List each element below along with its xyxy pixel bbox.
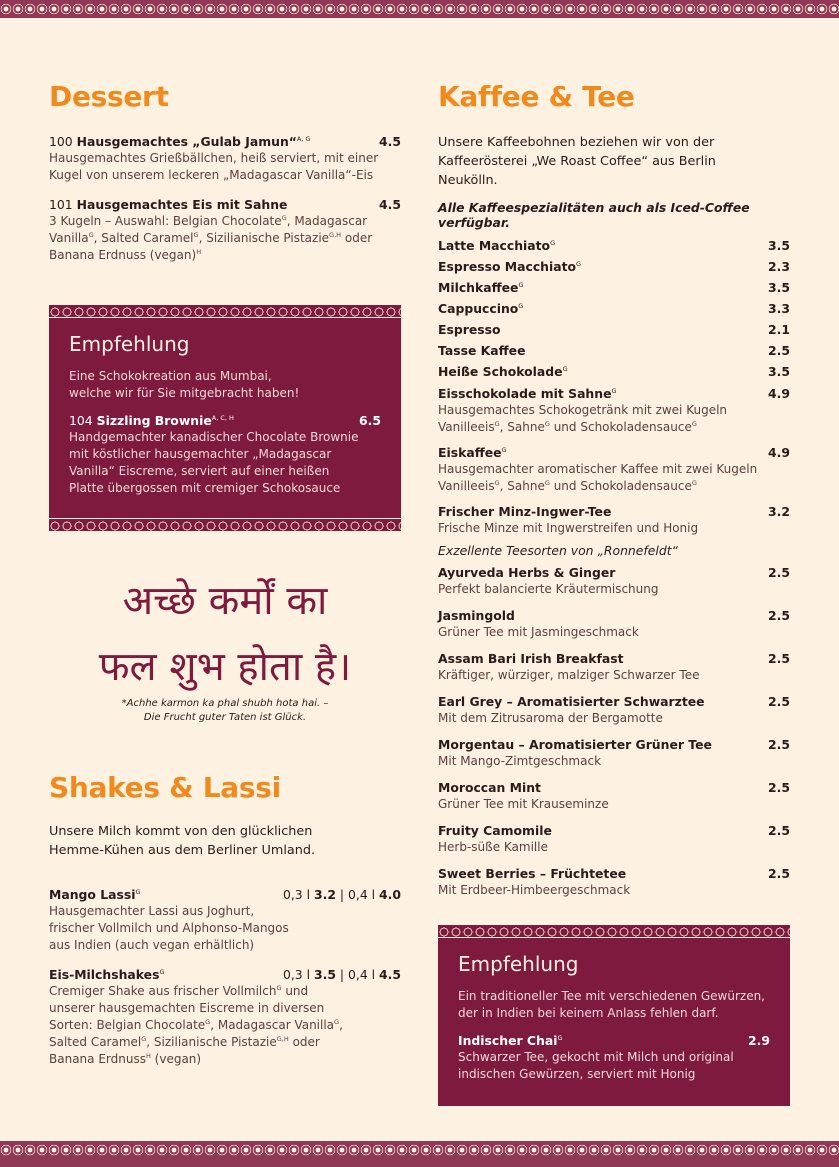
menu-item — [49, 966, 401, 1068]
allergen-codes: G — [557, 1033, 563, 1042]
item-description: Handgemachter kanadischer Chocolate Brownie mit köstlicher hausgemachter „Madagascar Vanilla“ Eiscreme, serviert auf einer heißen Platte übergossen mit cremiger Schokosauce — [69, 430, 359, 495]
ornament-band — [438, 924, 790, 938]
allergen-codes: G — [159, 967, 165, 976]
coffee-intro: Unsere Kaffeebohnen beziehen wir von der Kaffeerösterei „We Roast Coffee“ aus Berlin Neukölln. — [438, 135, 716, 188]
item-number: 100 — [49, 134, 73, 149]
top-ornament-border — [0, 0, 839, 18]
item-name: Eis-Milchshakes — [49, 967, 160, 982]
menu-item: Moroccan Mint 2.5 Grüner Tee mit Krauseminze — [438, 780, 790, 811]
ornament-band — [49, 304, 401, 318]
item-number: 101 — [49, 197, 73, 212]
ornament-band — [49, 518, 401, 532]
menu-item — [49, 133, 401, 184]
coffee-list — [438, 238, 790, 379]
item-price: 0,3 l 3.2 | 0,4 l 4.0 — [282, 887, 401, 902]
left-column — [49, 80, 401, 276]
menu-item — [49, 196, 401, 264]
item-description: Cremiger Shake aus frischer Vollmilch$^G$ und unserer hausgemachten Eiscreme in diversen Sorten: Belgian Chocolate$^G$, Madagascar Vanilla$^G$, Salted Caramel$^G$, Sizilianische Pistazie$^{G,H}$ oder Banana Erdnuss$^H$ (vegan) — [49, 984, 343, 1066]
item-price: 4.5 — [379, 134, 401, 149]
item-description: Hausgemachtes Grießbällchen, heiß serviert, mit einer Kugel von unserem leckeren „Madagascar Vanilla“-Eis — [49, 151, 379, 182]
menu-item: Eisschokolade mit Sahne$^G$ 4.9 Hausgemachtes Schokogetränk mit zwei Kugeln Vanilleeis$^G$, Sahne$^G$ und Schokoladensauce$^G$ — [438, 386, 790, 434]
menu-item: Frischer Minz-Ingwer-Tee 3.2 Frische Minze mit Ingwerstreifen und Honig — [438, 504, 790, 535]
menu-item: Cappuccino$^G$ 3.3 — [438, 301, 790, 316]
item-price: 6.5 — [359, 413, 381, 428]
menu-item: Milchkaffee$^G$ 3.5 — [438, 280, 790, 295]
menu-item — [69, 412, 381, 497]
menu-item: Earl Grey – Aromatisierter Schwarztee 2.5 Mit dem Zitrusaroma der Bergamotte — [438, 694, 790, 725]
item-description: Schwarzer Tee, gekocht mit Milch und original indischen Gewürzen, serviert mit Honig — [458, 1050, 734, 1081]
coffee-title: Kaffee & Tee — [438, 80, 635, 113]
item-name: Hausgemachtes „Gulab Jamun“ — [76, 134, 297, 149]
menu-item: Jasmingold 2.5 Grüner Tee mit Jasmingeschmack — [438, 608, 790, 639]
menu-item: Eiskaffee$^G$ 4.9 Hausgemachter aromatischer Kaffee mit zwei Kugeln Vanilleeis$^G$, Sahne$^G$ und Schokoladensauce$^G$ — [438, 445, 790, 493]
menu-item — [49, 886, 401, 954]
hindi-line-2: फल शुभ होता है। — [98, 644, 352, 690]
menu-item: Assam Bari Irish Breakfast 2.5 Kräftiger, würziger, malziger Schwarzer Tee — [438, 651, 790, 682]
item-price: 2.9 — [748, 1033, 770, 1048]
item-name: Sizzling Brownie — [96, 413, 212, 428]
menu-item: Latte Macchiato$^G$ 3.5 — [438, 238, 790, 253]
item-number: 104 — [69, 413, 93, 428]
menu-item: Espresso 2.1 — [438, 322, 790, 337]
hindi-line-1: अच्छे कर्मों का — [122, 578, 328, 624]
allergen-codes: A, G — [296, 134, 311, 143]
shakes-intro: Unsere Milch kommt von den glücklichen Hemme-Kühen aus dem Berliner Umland. — [49, 824, 316, 858]
menu-item: Sweet Berries – Früchtetee 2.5 Mit Erdbeer-Himbeergeschmack — [438, 866, 790, 897]
menu-item: Heiße Schokolade$^G$ 3.5 — [438, 364, 790, 379]
recommendation-title: Empfehlung — [458, 952, 579, 976]
item-description: 3 Kugeln – Auswahl: Belgian Chocolate$^G$, Madagascar Vanilla$^G$, Salted Caramel$^G$, Sizilianische Pistazie$^{G,H}$ oder Banana Erdnuss (vegan)$^H$ — [49, 214, 373, 262]
iced-coffee-note: Alle Kaffeespezialitäten auch als Iced-Coffee verfügbar. — [438, 200, 750, 230]
item-price: 0,3 l 3.5 | 0,4 l 4.5 — [282, 967, 401, 982]
item-name: Indischer Chai — [458, 1033, 558, 1048]
allergen-codes: G — [135, 887, 141, 896]
shakes-title: Shakes & Lassi — [49, 771, 281, 804]
hindi-quote — [49, 568, 401, 700]
menu-item: Tasse Kaffee 2.5 — [438, 343, 790, 358]
bottom-ornament-border — [0, 1141, 839, 1167]
recommendation-text: Ein traditioneller Tee mit verschiedenen Gewürzen, der in Indien bei keinem Anlass fehlen darf. — [458, 989, 765, 1020]
right-column — [438, 80, 790, 908]
menu-item: Ayurveda Herbs & Ginger 2.5 Perfekt balancierte Kräutermischung — [438, 565, 790, 596]
item-price: 4.5 — [379, 197, 401, 212]
menu-item: Fruity Camomile 2.5 Herb-süße Kamille — [438, 823, 790, 854]
recommendation-title: Empfehlung — [69, 332, 190, 356]
item-name: Hausgemachtes Eis mit Sahne — [76, 197, 288, 212]
item-description: Hausgemachter Lassi aus Joghurt, frischer Vollmilch und Alphonso-Mangos aus Indien (auch vegan erhältlich) — [49, 904, 289, 952]
allergen-codes: A, C, H — [211, 413, 234, 422]
item-name: Mango Lassi — [49, 887, 136, 902]
tea-list — [438, 564, 790, 899]
dessert-title: Dessert — [49, 80, 169, 113]
dessert-recommendation-box — [49, 304, 401, 532]
tea-note: Exzellente Teesorten von „Ronnefeldt“ — [438, 543, 678, 558]
recommendation-text: Eine Schokokreation aus Mumbai, welche wir für Sie mitgebracht haben! — [69, 369, 300, 400]
menu-item: Espresso Macchiato$^G$ 2.3 — [438, 259, 790, 274]
menu-item: Morgentau – Aromatisierter Grüner Tee 2.5 Mit Mango-Zimtgeschmack — [438, 737, 790, 768]
tea-recommendation-box — [438, 924, 790, 1106]
quote-transliteration: *Achhe karmon ka phal shubh hota hai. – Die Frucht guter Taten ist Glück. — [121, 698, 329, 723]
shakes-section — [49, 771, 401, 1080]
menu-item — [458, 1032, 770, 1083]
